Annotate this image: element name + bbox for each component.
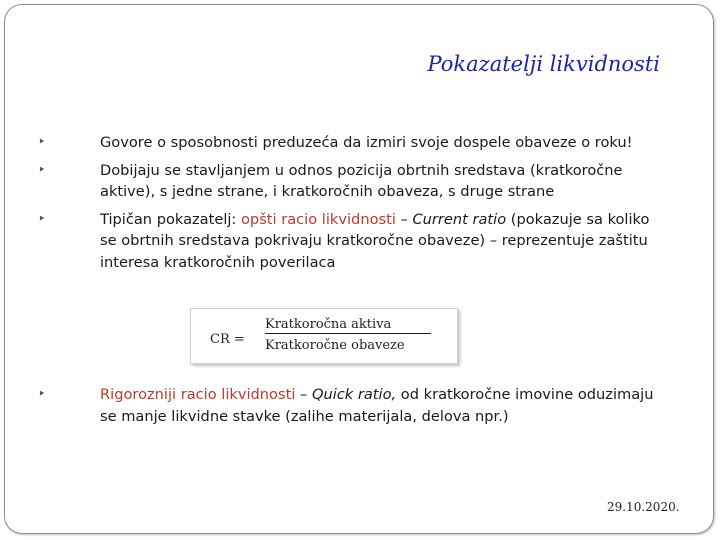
bullet-text: Dobijaju se stavljanjem u odnos pozicija obrtnih sredstava (kratkoročne aktive), s jedne strane, i kratkoročnih obaveza, s druge strane (100, 161, 623, 200)
bullet-text: Govore o sposobnosti preduzeća da izmiri svoje dospele obaveze o roku! (100, 134, 633, 151)
bullet-text (100, 384, 660, 427)
formula-box (190, 308, 458, 364)
bullet-icon: ‣ (38, 162, 46, 178)
quick-ratio-term: Rigorozniji racio likvidnosti (100, 386, 296, 403)
bullet-suffix: (pokazuje sa koliko se obrtnih sredstava pokrivaju kratkoročne obaveze) – reprezentuje zaštitu interesa kratkoročnih poverilaca (100, 210, 650, 271)
bullet-icon: ‣ (38, 387, 46, 402)
bullet-icon: ‣ (38, 135, 46, 150)
bullet-list-2 (0, 384, 700, 433)
bullet-icon: ‣ (38, 211, 46, 227)
bullet-prefix: Tipičan pokazatelj: (100, 210, 241, 228)
dash: – (395, 210, 413, 228)
current-ratio-term: opšti racio likvidnosti (241, 210, 396, 228)
formula-numerator: Kratkoročna aktiva (265, 317, 392, 332)
slide-date: 29.10.2020. (607, 500, 680, 514)
current-ratio-english: Current ratio (412, 210, 507, 228)
slide-title: Pokazatelji likvidnosti (427, 52, 660, 76)
fraction-line (265, 333, 431, 334)
bullet-suffix: od kratkoročne imovine oduzimaju se manje likvidne stavke (zalihe materijala, delova npr.) (100, 386, 654, 425)
bullet-text (100, 209, 660, 274)
dash: – (295, 386, 312, 403)
formula-label: CR = (210, 332, 245, 347)
bullet-item (0, 132, 700, 154)
quick-ratio-english: Quick ratio, (311, 386, 397, 403)
bullet-item (0, 160, 700, 203)
bullet-list (0, 132, 700, 279)
bullet-item (0, 209, 700, 274)
formula-denominator: Kratkoročne obaveze (265, 338, 405, 353)
bullet-item (0, 384, 700, 427)
